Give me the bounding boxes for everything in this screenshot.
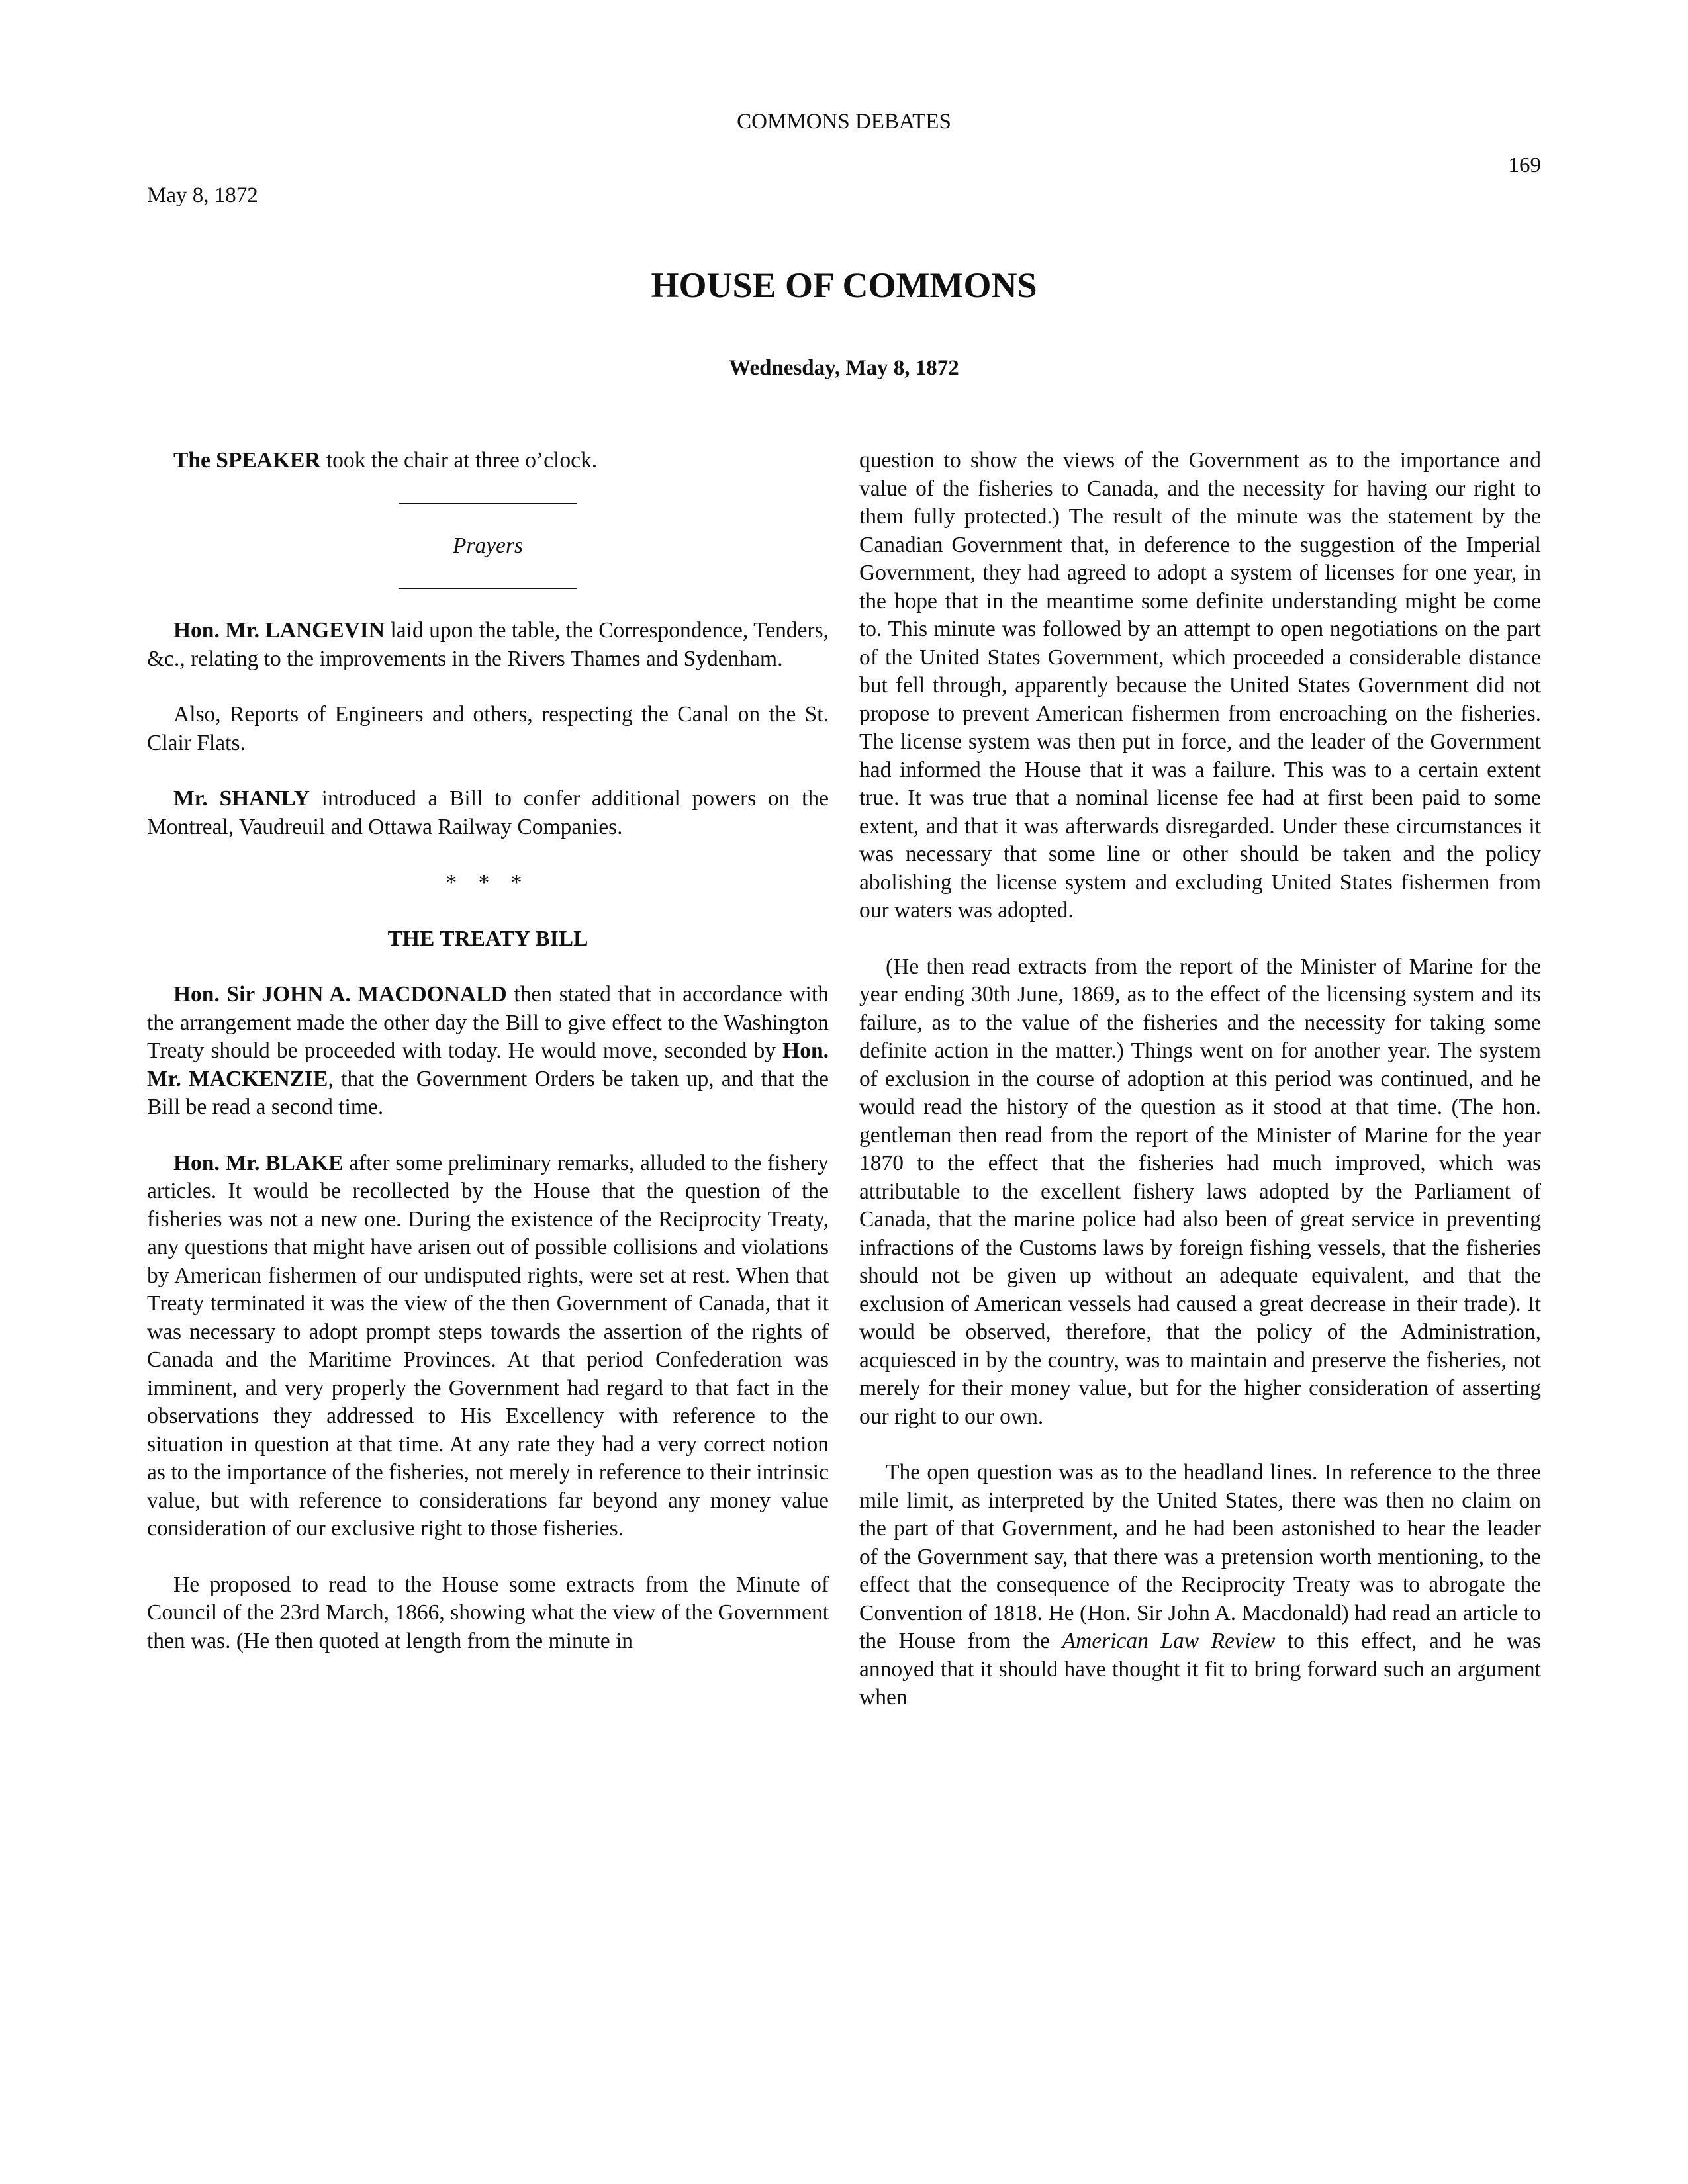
langevin-text: laid upon the table, the Correspondence, Tenders, &c., relating to the improvements in the Rivers Thames and Sydenham. xyxy=(147,618,829,671)
proposed-paragraph: He proposed to read to the House some extracts from the Minute of Council of the 23rd March, 1866, showing what the view of the Government then was. (He then quoted at length from the minute in xyxy=(147,1572,829,1653)
law-review-title: American Law Review xyxy=(1062,1629,1276,1653)
prayers-label: Prayers xyxy=(452,533,524,558)
also-paragraph: Also, Reports of Engineers and others, respecting the Canal on the St. Clair Flats. xyxy=(147,702,829,755)
divider xyxy=(399,588,577,589)
macdonald-paragraph xyxy=(147,981,829,1122)
speaker-text: took the chair at three o’clock. xyxy=(320,448,598,473)
langevin-name: Hon. Mr. LANGEVIN xyxy=(173,618,385,643)
speaker-paragraph xyxy=(147,447,829,475)
speaker-name: The SPEAKER xyxy=(173,448,321,473)
date-line: May 8, 1872 xyxy=(147,183,258,207)
shanly-text: introduced a Bill to confer additional powers on the Montreal, Vaudreuil and Ottawa Railway Companies. xyxy=(147,786,829,839)
right-column xyxy=(859,447,1541,1712)
langevin-paragraph xyxy=(147,617,829,673)
blake-name: Hon. Mr. BLAKE xyxy=(173,1150,344,1175)
prayers-block xyxy=(147,503,829,590)
macdonald-text-2: , that the Government Orders be taken up, and that the Bill be read a second time. xyxy=(147,1066,829,1119)
continued-paragraph: question to show the views of the Government as to the importance and value of the fisheries to Canada, and the necessity for having our right to them fully protected.) The result of the minute was the statement by the Canadian Government that, in deference to the suggestion of the Imperial Government, they had agreed to adopt a system of licenses for one year, in the hope that in the meantime some definite understanding might be come to. This minute was followed by an attempt to open negotiations on the part of the United States Government, which proceeded a considerable distance but fell through, apparently because the United States Government did not propose to prevent American fishermen from encroaching on the fisheries. The license system was then put in force, and the leader of the Government had informed the House that it was a failure. This was to a certain extent true. It was true that a nominal license fee had at first been paid to some extent, and that it was afterwards disregarded. Under these circumstances it was necessary that some line or other should be taken and the policy abolishing the license system and excluding United States fishermen from our waters was adopted. xyxy=(859,448,1541,923)
section-heading: THE TREATY BILL xyxy=(387,926,588,951)
left-column xyxy=(147,447,829,1655)
macdonald-name: Hon. Sir JOHN A. MACDONALD xyxy=(173,982,507,1007)
running-head: COMMONS DEBATES xyxy=(737,110,951,134)
page-title: HOUSE OF COMMONS xyxy=(651,265,1037,305)
divider xyxy=(399,503,577,504)
sitting-date: Wednesday, May 8, 1872 xyxy=(729,356,959,380)
blake-paragraph xyxy=(147,1150,829,1543)
marine-report-paragraph: (He then read extracts from the report of the Minister of Marine for the year ending 30th June, 1869, as to the effect of the licensing system and its failure, as to the value of the fisheries and the necessity for taking some definite action in the matter.) Things went on for another year. The system of exclusion in the course of adoption at this period was continued, and he would read the history of the question as it stood at that time. (The hon. gentleman then read from the report of the Minister of Marine for the year 1870 to the effect that the fisheries had much improved, which was attributable to the excellent fishery laws adopted by the Parliament of Canada, that the marine police had also been of great service in preventing infractions of the Customs laws by foreign fishing vessels, that the fisheries should not be given up without an adequate equivalent, and that the exclusion of American vessels had caused a great decrease in their trade). It would be observed, therefore, that the policy of the Administration, acquiesced in by the country, was to maintain and preserve the fisheries, not merely for their money value, but for the higher consideration of asserting our right to our own. xyxy=(859,954,1541,1429)
headland-text-a: The open question was as to the headland lines. In reference to the three mile limit, as interpreted by the United States, there was then no claim on the part of that Government, and he had been astonished to hear the leader of the Government say, that there was a pretension worth mentioning, to the effect that the consequence of the Reciprocity Treaty was to abrogate the Convention of 1818. He (Hon. Sir John A. Macdonald) had read an article to the House from the xyxy=(859,1460,1541,1653)
mackenzie-name: Hon. Mr. MACKENZIE xyxy=(147,1038,829,1091)
headland-text-b: to this effect, and he was annoyed that it should have thought it fit to bring forward such an argument when xyxy=(859,1629,1541,1709)
shanly-name: Mr. SHANLY xyxy=(173,786,310,811)
headland-paragraph xyxy=(859,1459,1541,1712)
section-stars: * * * xyxy=(445,870,530,895)
macdonald-text-1: then stated that in accordance with the arrangement made the other day the Bill to give effect to the Washington Treaty should be proceeded with today. He would move, seconded by xyxy=(147,982,829,1063)
blake-text: after some preliminary remarks, alluded to the fishery articles. It would be recollected by the House that the question of the fisheries was not a new one. During the existence of the Reciprocity Treaty, any questions that might have arisen out of possible collisions and violations by American fishermen of our undisputed rights, were set at rest. When that Treaty terminated it was the view of the then Government of Canada, that it was necessary to adopt prompt steps towards the assertion of the rights of Canada and the Maritime Provinces. At that period Confederation was imminent, and very properly the Government had regard to that fact in the observations they addressed to His Excellency with reference to the situation in question at that time. At any rate they had a very correct notion as to the importance of the fisheries, not merely in reference to their intrinsic value, but with reference to considerations far beyond any money value consideration of our exclusive right to those fisheries. xyxy=(147,1150,829,1541)
page-number: 169 xyxy=(1508,154,1541,177)
shanly-paragraph xyxy=(147,785,829,841)
